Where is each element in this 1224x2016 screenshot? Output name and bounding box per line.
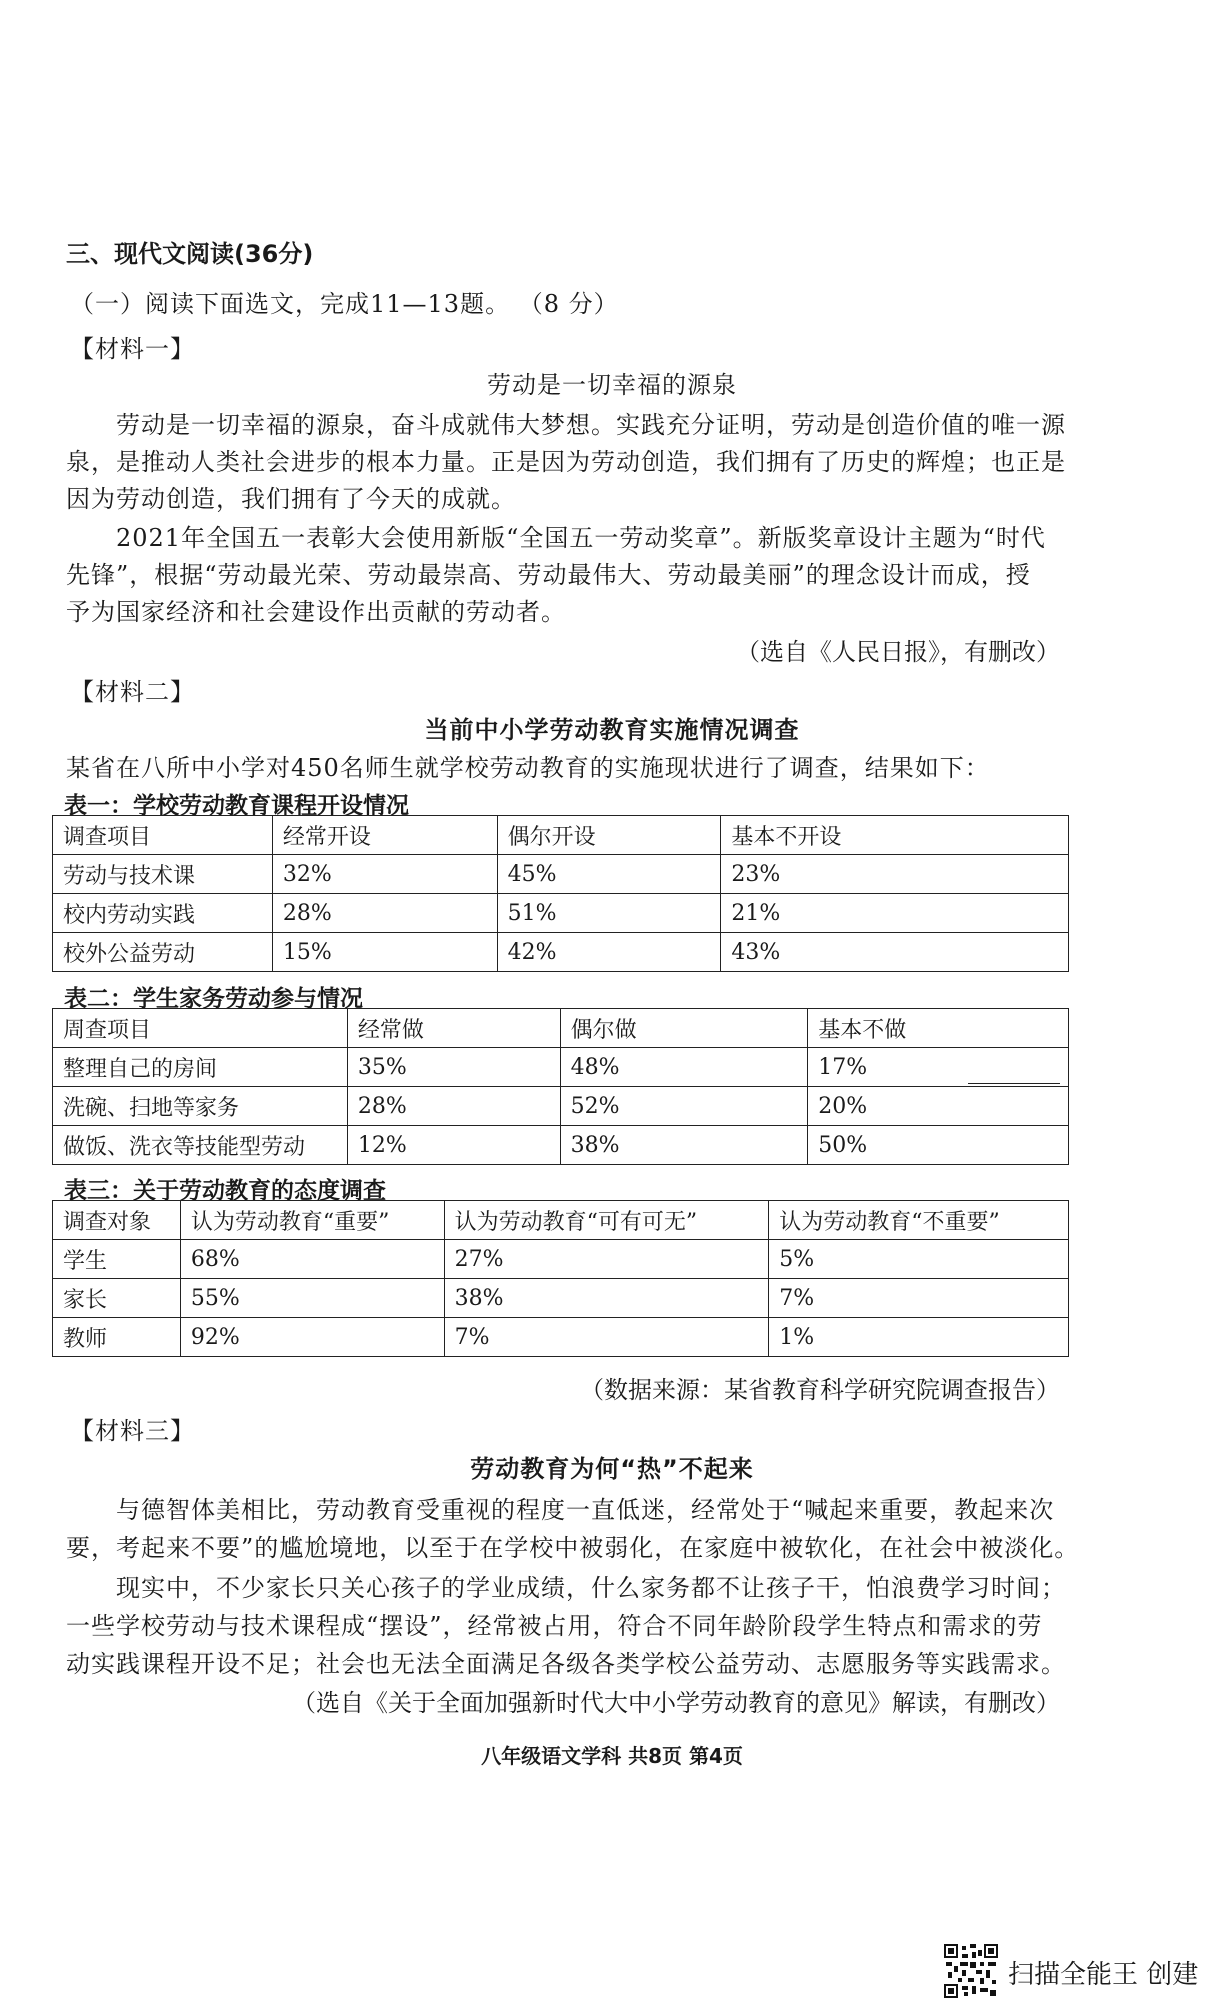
table-cell: 38% xyxy=(560,1126,808,1165)
table-row xyxy=(53,1126,1069,1165)
table-cell: 1% xyxy=(769,1318,1069,1357)
paragraph-line: 一些学校劳动与技术课程成“摆设”，经常被占用，符合不同年龄阶段学生特点和需求的劳 xyxy=(66,1612,1043,1640)
table-header-row xyxy=(53,1009,1069,1048)
table-cell: 51% xyxy=(497,894,721,933)
table-cell: 校内劳动实践 xyxy=(53,894,273,933)
table-cell: 12% xyxy=(347,1126,560,1165)
table-row xyxy=(53,1048,1069,1087)
table-cell: 学生 xyxy=(53,1240,181,1279)
material-three-title: 劳动教育为何“热”不起来 xyxy=(470,1455,754,1483)
table-cell: 21% xyxy=(721,894,1069,933)
table-cell: 整理自己的房间 xyxy=(53,1048,348,1087)
table-cell: 55% xyxy=(180,1279,444,1318)
survey-intro: 某省在八所中小学对450名师生就学校劳动教育的实施现状进行了调查，结果如下： xyxy=(66,754,990,782)
header-cell: 认为劳动教育“可有可无” xyxy=(444,1201,769,1240)
paragraph-line: 要，考起来不要”的尴尬境地，以至于在学校中被弱化，在家庭中被软化，在社会中被淡化。 xyxy=(66,1534,1080,1562)
material-one-label: 【材料一】 xyxy=(70,335,195,363)
table-cell: 家长 xyxy=(53,1279,181,1318)
table-cell: 20% xyxy=(808,1087,1069,1126)
table-cell: 38% xyxy=(444,1279,769,1318)
table-cell: 35% xyxy=(347,1048,560,1087)
table-cell: 45% xyxy=(497,855,721,894)
table-cell: 42% xyxy=(497,933,721,972)
table-cell: 劳动与技术课 xyxy=(53,855,273,894)
table-three-caption: 表三：关于劳动教育的态度调查 xyxy=(64,1178,386,1204)
table-cell: 28% xyxy=(272,894,497,933)
header-cell: 基本不做 xyxy=(808,1009,1069,1048)
material-two-source: （数据来源：某省教育科学研究院调查报告） xyxy=(580,1376,1060,1404)
table-cell: 7% xyxy=(444,1318,769,1357)
header-cell: 经常做 xyxy=(347,1009,560,1048)
table-row xyxy=(53,855,1069,894)
housework-table xyxy=(52,1008,1069,1165)
table-row xyxy=(53,1087,1069,1126)
table-cell: 15% xyxy=(272,933,497,972)
table-header-row xyxy=(53,1201,1069,1240)
material-two-title: 当前中小学劳动教育实施情况调查 xyxy=(424,716,800,744)
page-footer: 八年级语文学科 共8页 第4页 xyxy=(481,1744,743,1768)
material-one-title: 劳动是一切幸福的源泉 xyxy=(487,371,737,399)
material-three-source: （选自《关于全面加强新时代大中小学劳动教育的意见》解读，有删改） xyxy=(292,1689,1060,1717)
paragraph-line: 动实践课程开设不足；社会也无法全面满足各级各类学校公益劳动、志愿服务等实践需求。 xyxy=(66,1650,1066,1678)
paragraph-line: 劳动是一切幸福的源泉，奋斗成就伟大梦想。实践充分证明，劳动是创造价值的唯一源 xyxy=(116,411,1066,439)
material-one-source: （选自《人民日报》，有删改） xyxy=(736,638,1060,666)
paragraph-line: 因为劳动创造，我们拥有了今天的成就。 xyxy=(66,485,516,513)
paragraph-line: 与德智体美相比，劳动教育受重视的程度一直低迷，经常处于“喊起来重要，教起来次 xyxy=(116,1496,1055,1524)
header-cell: 基本不开设 xyxy=(721,816,1069,855)
header-cell: 认为劳动教育“不重要” xyxy=(769,1201,1069,1240)
header-cell: 周查项目 xyxy=(53,1009,348,1048)
header-cell: 经常开设 xyxy=(272,816,497,855)
table-row xyxy=(53,1279,1069,1318)
table-cell: 50% xyxy=(808,1126,1069,1165)
attitude-table xyxy=(52,1200,1069,1357)
table-row xyxy=(53,1240,1069,1279)
table-cell: 洗碗、扫地等家务 xyxy=(53,1087,348,1126)
table-cell: 17% xyxy=(808,1048,1069,1087)
table-cell: 32% xyxy=(272,855,497,894)
material-two-label: 【材料二】 xyxy=(70,678,195,706)
paragraph-line: 泉，是推动人类社会进步的根本力量。正是因为劳动创造，我们拥有了历史的辉煌；也正是 xyxy=(66,448,1066,476)
paragraph-line: 先锋”，根据“劳动最光荣、劳动最崇高、劳动最伟大、劳动最美丽”的理念设计而成，授 xyxy=(66,561,1031,589)
table-cell: 68% xyxy=(180,1240,444,1279)
table-row xyxy=(53,894,1069,933)
header-cell: 偶尔开设 xyxy=(497,816,721,855)
table-row xyxy=(53,933,1069,972)
header-cell: 偶尔做 xyxy=(560,1009,808,1048)
table-two-caption: 表二：学生家务劳动参与情况 xyxy=(64,986,363,1012)
header-cell: 调查对象 xyxy=(53,1201,181,1240)
header-cell: 调查项目 xyxy=(53,816,273,855)
table-row xyxy=(53,1318,1069,1357)
table-cell: 43% xyxy=(721,933,1069,972)
answer-blank-line xyxy=(968,1083,1060,1084)
table-header-row xyxy=(53,816,1069,855)
watermark-text: 扫描全能王 创建 xyxy=(1008,1960,1199,1990)
table-cell: 教师 xyxy=(53,1318,181,1357)
table-cell: 27% xyxy=(444,1240,769,1279)
section-heading: 三、现代文阅读(36分) xyxy=(66,240,314,268)
material-three-label: 【材料三】 xyxy=(70,1417,195,1445)
paragraph-line: 2021年全国五一表彰大会使用新版“全国五一劳动奖章”。新版奖章设计主题为“时代 xyxy=(116,524,1046,552)
table-cell: 92% xyxy=(180,1318,444,1357)
table-cell: 做饭、洗衣等技能型劳动 xyxy=(53,1126,348,1165)
table-cell: 23% xyxy=(721,855,1069,894)
paragraph-line: 予为国家经济和社会建设作出贡献的劳动者。 xyxy=(66,598,566,626)
table-cell: 5% xyxy=(769,1240,1069,1279)
paragraph-line: 现实中，不少家长只关心孩子的学业成绩，什么家务都不让孩子干，怕浪费学习时间； xyxy=(116,1574,1066,1602)
header-cell: 认为劳动教育“重要” xyxy=(180,1201,444,1240)
qr-code-icon xyxy=(944,1944,998,1998)
table-one-caption: 表一：学校劳动教育课程开设情况 xyxy=(64,793,409,819)
table-cell: 28% xyxy=(347,1087,560,1126)
table-cell: 7% xyxy=(769,1279,1069,1318)
table-cell: 52% xyxy=(560,1087,808,1126)
table-cell: 48% xyxy=(560,1048,808,1087)
question-instruction: （一）阅读下面选文，完成11—13题。 （8 分） xyxy=(70,290,619,318)
table-cell: 校外公益劳动 xyxy=(53,933,273,972)
course-table xyxy=(52,815,1069,972)
